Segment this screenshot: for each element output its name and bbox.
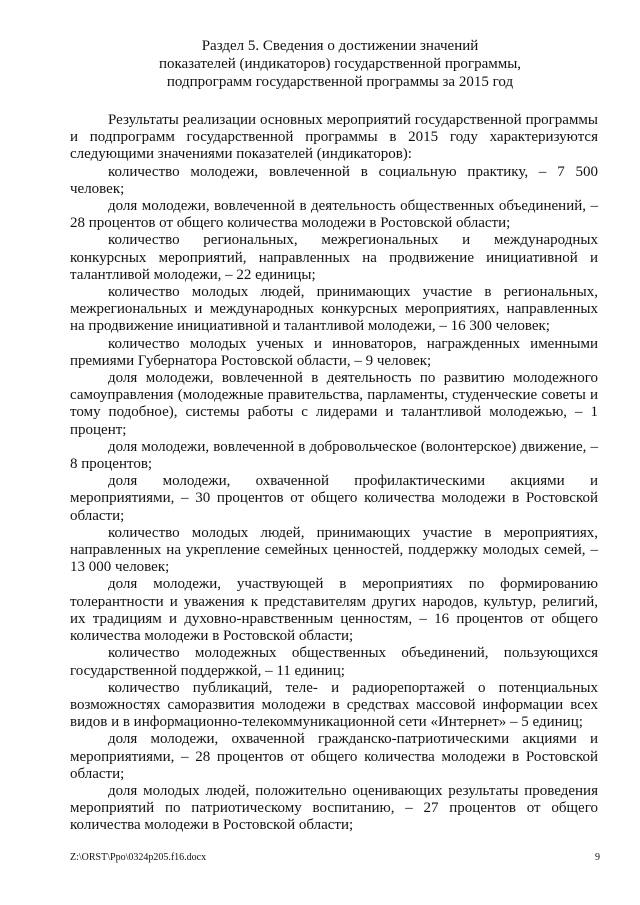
page-number: 9: [595, 852, 600, 863]
heading-line: показателей (индикаторов) государственной программы,: [158, 56, 522, 72]
indicator-paragraph: доля молодежи, вовлеченной в добровольческое (волонтерское) движение, – 8 процентов;: [70, 438, 598, 473]
section-heading: [60, 37, 620, 91]
indicator-paragraph: количество публикаций, теле- и радиорепортажей о потенциальных возможностях саморазвития молодежи в средствах массовой информации всех видов и в информационно-телекоммуникационной сети «Интернет» – 5 единиц;: [70, 679, 598, 731]
indicator-paragraph: количество молодежи, вовлеченной в социальную практику, – 7 500 человек;: [70, 163, 598, 197]
indicator-paragraph: количество молодых людей, принимающих участие в региональных, межрегиональных и международных конкурсных мероприятиях, направленных на продвижение инициативной и талантливой молодежи, – 16 300 человек;: [70, 284, 598, 335]
intro-paragraph: Результаты реализации основных мероприятий государственной программы и подпрограмм государственной программы в 2015 году характеризуются следующими значениями показателей (индикаторов):: [70, 112, 598, 163]
indicator-paragraph: количество молодежных общественных объединений, пользующихся государственной поддержкой, – 11 единиц;: [70, 645, 598, 679]
heading-line: Раздел 5. Сведения о достижении значений: [201, 38, 479, 54]
indicator-paragraph: доля молодых людей, положительно оценивающих результаты проведения мероприятий по патриотическому воспитанию, – 27 процентов от общего количества молодежи в Ростовской области;: [70, 782, 598, 834]
indicator-paragraph: количество молодых людей, принимающих участие в мероприятиях, направленных на укрепление семейных ценностей, поддержку молодых семей, – 13 000 человек;: [70, 524, 598, 576]
footer-file-path: Z:\ORST\Ppo\0324p205.f16.docx: [70, 852, 207, 863]
indicator-paragraph: доля молодежи, вовлеченной в деятельность общественных объединений, – 28 процентов от общего количества молодежи в Ростовской области;: [70, 198, 598, 232]
indicator-paragraph: количество молодых ученых и инноваторов, награжденных именными премиями Губернатора Ростовской области, – 9 человек;: [70, 335, 598, 369]
indicator-paragraph: доля молодежи, участвующей в мероприятиях по формированию толерантности и уважения к представителям других народов, культур, религий, их традициям и духовно-нравственным ценностям, – 16 процентов от общего количества молодежи в Ростовской области;: [70, 576, 598, 645]
indicator-paragraph: доля молодежи, охваченной профилактическими акциями и мероприятиями, – 30 процентов от общего количества молодежи в Ростовской области;: [70, 473, 598, 524]
indicator-paragraph: количество региональных, межрегиональных и международных конкурсных мероприятий, направленных на продвижение инициативной и талантливой молодежи, – 22 единицы;: [70, 232, 598, 283]
indicator-paragraph: доля молодежи, вовлеченной в деятельность по развитию молодежного самоуправления (молодежные правительства, парламенты, студенческие советы и тому подобное), системы работы с лидерами и талантливой молодежью, – 1 процент;: [70, 370, 598, 438]
indicator-paragraph: доля молодежи, охваченной гражданско-патриотическими акциями и мероприятиями, – 28 процентов от общего количества молодежи в Ростовской области;: [70, 731, 598, 782]
body-text: [70, 112, 598, 835]
heading-line: подпрограмм государственной программы за 2015 год: [166, 74, 514, 90]
